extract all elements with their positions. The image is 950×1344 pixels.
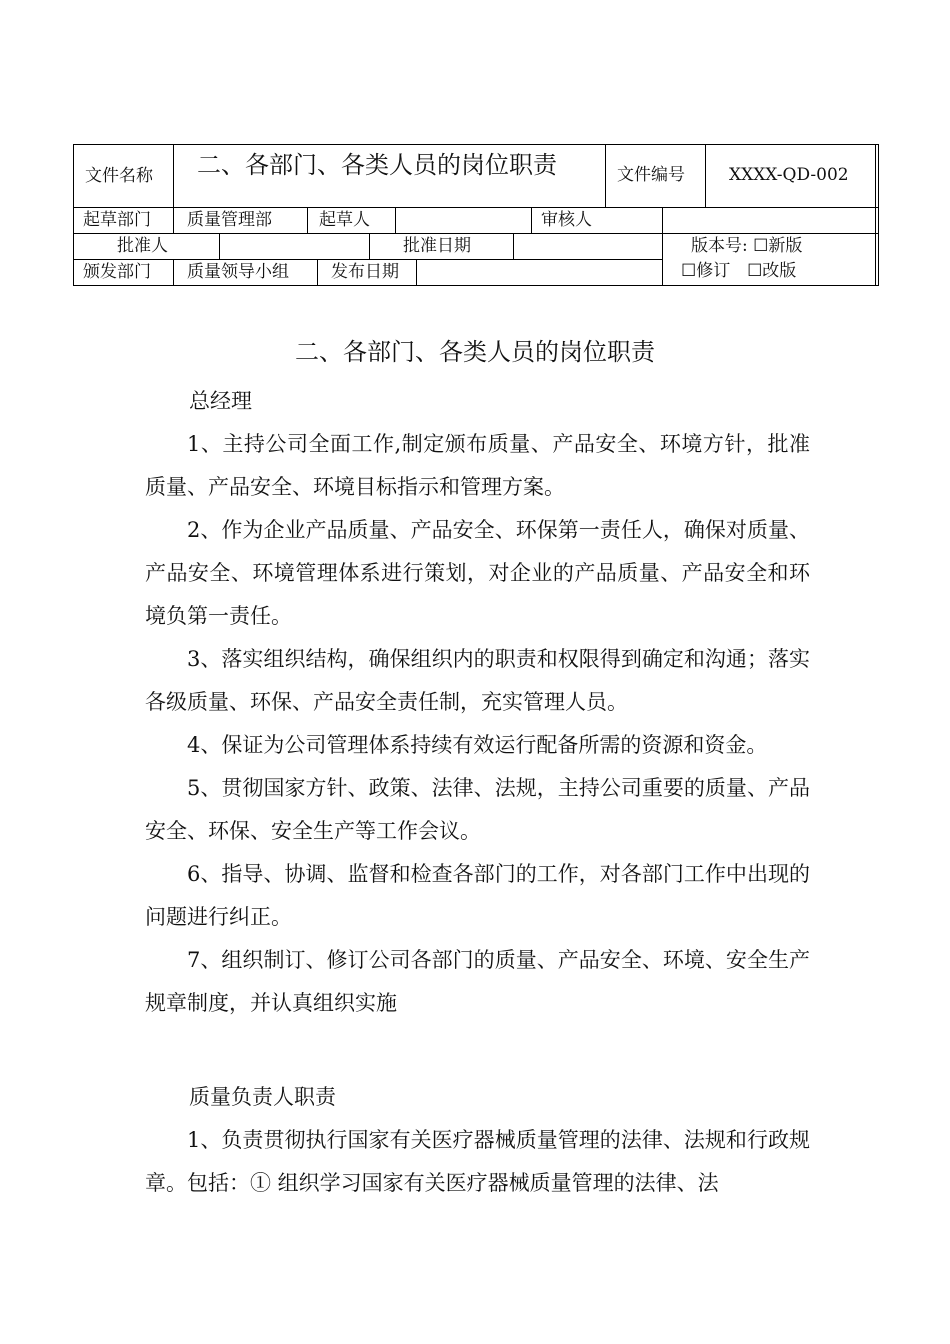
document-body (145, 380, 810, 1025)
issue-date-label: 发布日期 (331, 262, 399, 282)
version-change-checkbox[interactable]: ☐改版 (747, 261, 797, 281)
list-item: 5、贯彻国家方针、政策、法律、法规，主持公司重要的质量、产品安全、环保、安全生产等工作会议。 (145, 776, 810, 843)
version-line-1 (691, 235, 802, 257)
issue-dept-label: 颁发部门 (83, 262, 151, 282)
reviewer-label: 审核人 (541, 210, 592, 230)
version-new-checkbox[interactable]: ☐新版 (753, 236, 803, 256)
draft-dept-label: 起草部门 (83, 210, 151, 230)
table-border-inner-right (875, 144, 876, 286)
document-header-table (73, 144, 879, 286)
version-label: 版本号: (691, 236, 748, 256)
version-revise-checkbox[interactable]: ☐修订 (681, 261, 731, 281)
list-item: 1、主持公司全面工作,制定颁布质量、产品安全、环境方针，批准质量、产品安全、环境目标指示和管理方案。 (145, 432, 810, 499)
list-item: 4、保证为公司管理体系持续有效运行配备所需的资源和资金。 (187, 733, 768, 757)
section-heading-general-manager: 总经理 (189, 389, 252, 413)
document-body-section-2 (145, 1076, 810, 1205)
issue-dept-value: 质量领导小组 (187, 262, 289, 282)
section-heading-quality-lead: 质量负责人职责 (189, 1085, 336, 1109)
draft-dept-value: 质量管理部 (187, 210, 272, 230)
list-item: 2、作为企业产品质量、产品安全、环保第一责任人，确保对质量、产品安全、环境管理体系进行策划，对企业的产品质量、产品安全和环境负第一责任。 (145, 518, 810, 628)
doc-name-value: 二、各部门、各类人员的岗位职责 (197, 151, 557, 179)
page-title: 二、各部门、各类人员的岗位职责 (295, 338, 655, 366)
doc-no-value: XXXX-QD-002 (729, 165, 849, 185)
doc-name-label: 文件名称 (85, 166, 153, 186)
list-item: 7、组织制订、修订公司各部门的质量、产品安全、环境、安全生产规章制度，并认真组织实施 (145, 948, 810, 1015)
approver-label: 批准人 (117, 236, 168, 256)
doc-no-label: 文件编号 (617, 165, 685, 185)
drafter-label: 起草人 (319, 210, 370, 230)
approve-date-label: 批准日期 (403, 236, 471, 256)
list-item: 1、负责贯彻执行国家有关医疗器械质量管理的法律、法规和行政规章。包括：① 组织学习国家有关医疗器械质量管理的法律、法 (145, 1128, 810, 1195)
list-item: 3、落实组织结构，确保组织内的职责和权限得到确定和沟通；落实各级质量、环保、产品安全责任制，充实管理人员。 (145, 647, 810, 714)
version-line-2 (681, 260, 796, 282)
list-item: 6、指导、协调、监督和检查各部门的工作，对各部门工作中出现的问题进行纠正。 (145, 862, 810, 929)
